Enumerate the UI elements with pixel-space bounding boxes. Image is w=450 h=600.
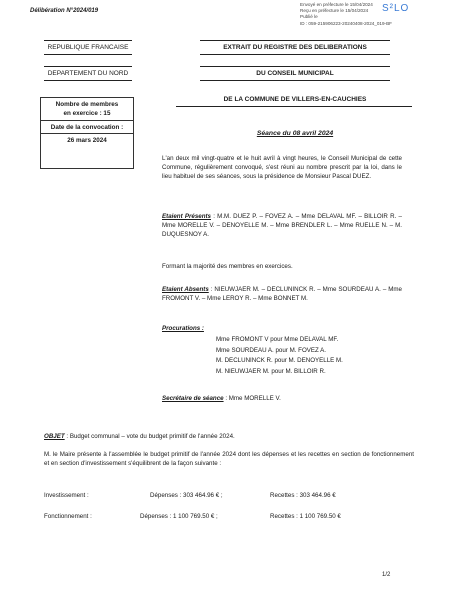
presentation-paragraph: M. le Maire présente à l'assemblée le budget primitif de l'année 2024 dont les dépenses et les recettes en section de fonctionnement et en section d'investissement s'équilibrent de la façon suivante : — [44, 451, 414, 467]
stamp-line-published: Publié le — [300, 14, 318, 20]
budget-row-label: Investissement : — [44, 492, 89, 499]
procuration-item: M. NIEUWJAER M. pour M. BILLOIR R. — [216, 367, 326, 375]
republique-francaise: REPUBLIQUE FRANCAISE — [47, 44, 129, 51]
majorite-line: Formant la majorité des membres en exercices. — [162, 263, 293, 270]
procuration-item: Mme SOURDEAU A. pour M. FOVEZ A. — [216, 346, 327, 354]
divider — [200, 66, 390, 67]
budget-row-recettes: Recettes : 1 100 769.50 € — [270, 513, 341, 520]
stamp-line-received: Reçu en préfecture le 15/04/2024 — [300, 8, 369, 14]
budget-row-recettes: Recettes : 303 464.96 € — [270, 492, 336, 499]
divider — [44, 40, 132, 41]
procurations-label: Procurations : — [162, 325, 204, 332]
stamp-line-id: ID : 059-215906223-20240408-2024_019-BF — [300, 20, 392, 26]
procurations-list — [216, 335, 406, 377]
presents-label: Etaient Présents — [162, 213, 211, 220]
absents-label: Etaient Absents — [162, 286, 209, 293]
convocation-date: 26 mars 2024 — [41, 133, 133, 145]
divider — [176, 106, 412, 107]
convocation-label: Date de la convocation : — [41, 120, 133, 132]
page-number: 1/2 — [382, 572, 391, 578]
objet-line — [44, 432, 414, 441]
absents-paragraph — [162, 285, 402, 303]
presents-paragraph — [162, 212, 402, 239]
presents-text: : M.M. DUEZ P. – FOVEZ A. – Mme DELAVAL MF. – BILLOIR R. – Mme MORELLE V. – DENOYELLE M. – Mme BRENDLER L. – Mme RUELLE N. – M. DUQUESNOY A. — [162, 213, 402, 238]
s2lo-logo: S²LO — [382, 3, 410, 14]
divider — [200, 80, 390, 81]
commune-name: DE LA COMMUNE DE VILLERS-EN-CAUCHIES — [223, 96, 367, 103]
secretaire-line — [162, 394, 402, 403]
divider — [44, 80, 132, 81]
divider — [200, 54, 390, 55]
divider — [200, 40, 390, 41]
extrait-registre: EXTRAIT DU REGISTRE DES DELIBERATIONS — [223, 44, 367, 51]
conseil-municipal: DU CONSEIL MUNICIPAL — [256, 70, 334, 77]
budget-row-depenses: Dépenses : 303 464.96 € ; — [150, 492, 223, 499]
prefecture-stamp — [300, 2, 442, 27]
objet-text: : Budget communal – vote du budget primitif de l'année 2024. — [66, 433, 235, 440]
procuration-item: Mme FROMONT V pour Mme DELAVAL MF. — [216, 336, 339, 343]
intro-paragraph: L'an deux mil vingt-quatre et le huit avril à vingt heures, le Conseil Municipal de cette Commune, régulièrement convoqué, s'est réuni au nombre prescrit par la loi, dans le lieu habituel de ses séances, sous la présidence de Monsieur Pascal DUEZ. — [162, 155, 402, 180]
secretaire-text: : Mme MORELLE V. — [225, 395, 281, 402]
membres-label: Nombre de membres — [55, 101, 119, 108]
procuration-item: M. DECLUNINCK R. pour M. DENOYELLE M. — [216, 357, 343, 364]
objet-label: OBJET — [44, 433, 65, 440]
stamp-line-sent: Envoyé en préfecture le 15/04/2024 — [300, 2, 373, 7]
departement-du-nord: DEPARTEMENT DU NORD — [47, 70, 129, 77]
membres-value: en exercice : 15 — [63, 110, 111, 117]
divider — [44, 66, 132, 67]
absents-text: : NIEUWJAER M. – DECLUNINCK R. – Mme SOURDEAU A. – Mme FROMONT V. – Mme LEROY R. – Mme BONNET M. — [162, 286, 402, 302]
membres-box — [40, 97, 134, 169]
budget-row-label: Fonctionnement : — [44, 513, 92, 520]
budget-row-depenses: Dépenses : 1 100 769.50 € ; — [140, 513, 218, 520]
secretaire-label: Secrétaire de séance — [162, 395, 224, 402]
deliberation-number: Délibération N°2024/019 — [30, 8, 99, 14]
divider — [44, 54, 132, 55]
seance-date: Séance du 08 avril 2024 — [256, 130, 334, 137]
